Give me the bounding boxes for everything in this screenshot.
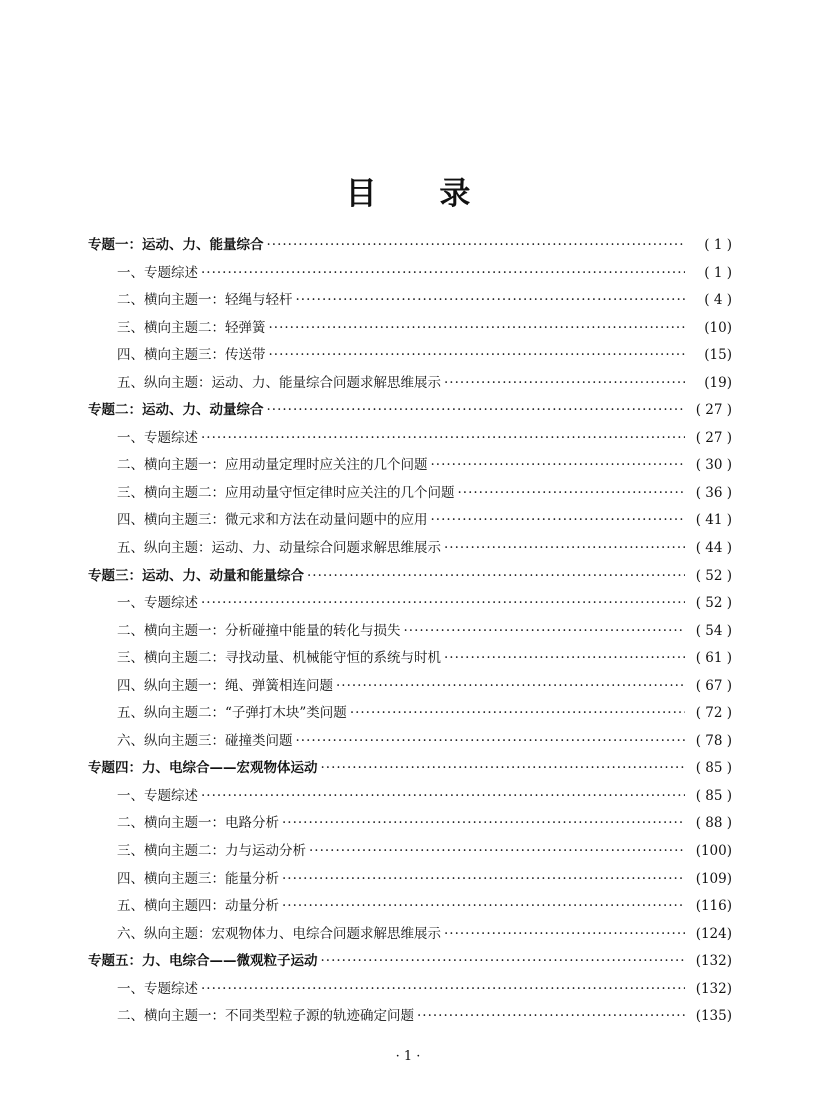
toc-entry-title: 一、专题综述 xyxy=(117,264,198,281)
toc-page-number: (132) xyxy=(695,953,732,970)
toc-entry-title: 五、纵向主题：运动、力、能量综合问题求解思维展示 xyxy=(117,374,441,391)
toc-entry-title: 四、横向主题三：能量分析 xyxy=(117,870,279,887)
toc-entry-title: 二、横向主题一：应用动量定理时应关注的几个问题 xyxy=(117,457,428,474)
dot-leader xyxy=(269,347,686,363)
toc-section-entry xyxy=(88,977,732,1005)
toc-section-entry xyxy=(88,481,732,509)
toc-chapter-entry xyxy=(88,398,732,426)
dot-leader xyxy=(201,595,685,611)
toc-chapter-entry xyxy=(88,233,732,261)
toc-chapter-entry xyxy=(88,949,732,977)
toc-entry-title: 三、横向主题二：力与运动分析 xyxy=(117,843,306,860)
toc-entry-title: 一、专题综述 xyxy=(117,787,198,804)
toc-page-number: (132) xyxy=(695,980,732,997)
toc-entry-title: 一、专题综述 xyxy=(117,980,198,997)
toc-section-entry xyxy=(88,839,732,867)
dot-leader xyxy=(307,568,685,584)
toc-entry-title: 一、专题综述 xyxy=(117,429,198,446)
dot-leader xyxy=(267,402,686,418)
dot-leader xyxy=(444,375,685,391)
toc-page-number: ( 52 ) xyxy=(695,567,732,584)
dot-leader xyxy=(417,1008,685,1024)
dot-leader xyxy=(267,237,686,253)
toc-section-entry xyxy=(88,729,732,757)
toc-page-number: ( 54 ) xyxy=(695,622,732,639)
toc-page-number: ( 61 ) xyxy=(695,650,732,667)
toc-entry-title: 二、横向主题一：分析碰撞中能量的转化与损失 xyxy=(117,622,401,639)
toc-page-number: ( 85 ) xyxy=(695,787,732,804)
toc-page-number: (10) xyxy=(704,319,732,336)
dot-leader xyxy=(282,898,685,914)
dot-leader xyxy=(431,512,686,528)
toc-page-number: (19) xyxy=(704,374,732,391)
toc-page-number: (135) xyxy=(695,1008,732,1025)
toc-section-entry xyxy=(88,343,732,371)
toc-section-entry xyxy=(88,894,732,922)
toc-page-number: ( 52 ) xyxy=(695,595,732,612)
dot-leader xyxy=(309,843,685,859)
toc-entry-title: 专题三：运动、力、动量和能量综合 xyxy=(88,567,304,584)
toc-page-number: ( 30 ) xyxy=(695,457,732,474)
toc-page-number: (124) xyxy=(695,925,732,942)
toc-entry-title: 二、横向主题一：轻绳与轻杆 xyxy=(117,292,293,309)
toc-entry-title: 一、专题综述 xyxy=(117,595,198,612)
dot-leader xyxy=(321,760,686,776)
toc-entry-title: 三、横向主题二：应用动量守恒定律时应关注的几个问题 xyxy=(117,484,455,501)
toc-section-entry xyxy=(88,867,732,895)
toc-section-entry xyxy=(88,922,732,950)
toc-page-number: ( 1 ) xyxy=(704,237,732,253)
toc-entry-title: 四、纵向主题一：绳、弹簧相连问题 xyxy=(117,677,333,694)
toc-entry-title: 专题一：运动、力、能量综合 xyxy=(88,237,264,253)
toc-section-entry xyxy=(88,288,732,316)
toc-section-entry xyxy=(88,646,732,674)
toc-page-number: ( 78 ) xyxy=(695,732,732,749)
page-title: 目 录 xyxy=(345,176,497,212)
toc-entry-title: 二、横向主题一：电路分析 xyxy=(117,815,279,832)
dot-leader xyxy=(336,678,685,694)
toc-page-number: ( 1 ) xyxy=(704,264,732,281)
toc-page-number: ( 67 ) xyxy=(695,677,732,694)
table-of-contents xyxy=(88,233,732,1032)
toc-page-number: ( 85 ) xyxy=(695,760,732,777)
dot-leader xyxy=(458,485,686,501)
toc-entry-title: 三、横向主题二：寻找动量、机械能守恒的系统与时机 xyxy=(117,650,441,667)
toc-entry-title: 五、横向主题四：动量分析 xyxy=(117,898,279,915)
dot-leader xyxy=(201,981,685,997)
toc-chapter-entry xyxy=(88,756,732,784)
toc-entry-title: 五、纵向主题：运动、力、动量综合问题求解思维展示 xyxy=(117,540,441,557)
toc-entry-title: 二、横向主题一：不同类型粒子源的轨迹确定问题 xyxy=(117,1008,414,1025)
toc-page-number: ( 44 ) xyxy=(695,540,732,557)
toc-chapter-entry xyxy=(88,564,732,592)
toc-page-number: (116) xyxy=(695,898,732,915)
toc-section-entry xyxy=(88,701,732,729)
toc-page-number: (100) xyxy=(695,843,732,860)
dot-leader xyxy=(201,788,685,804)
toc-page-number: ( 27 ) xyxy=(695,402,732,419)
toc-entry-title: 五、纵向主题二：“子弹打木块”类问题 xyxy=(117,705,347,722)
toc-section-entry xyxy=(88,453,732,481)
dot-leader xyxy=(282,815,685,831)
toc-page-number: ( 88 ) xyxy=(695,815,732,832)
dot-leader xyxy=(444,650,685,666)
toc-section-entry xyxy=(88,536,732,564)
dot-leader xyxy=(350,705,685,721)
toc-section-entry xyxy=(88,371,732,399)
dot-leader xyxy=(444,540,685,556)
toc-entry-title: 六、纵向主题：宏观物体力、电综合问题求解思维展示 xyxy=(117,925,441,942)
toc-section-entry xyxy=(88,1004,732,1032)
toc-page-number: ( 36 ) xyxy=(695,484,732,501)
toc-section-entry xyxy=(88,316,732,344)
dot-leader xyxy=(431,457,686,473)
dot-leader xyxy=(201,265,685,281)
dot-leader xyxy=(296,292,686,308)
toc-section-entry xyxy=(88,426,732,454)
dot-leader xyxy=(201,430,685,446)
toc-section-entry xyxy=(88,261,732,289)
toc-section-entry xyxy=(88,811,732,839)
page-number: · 1 · xyxy=(395,1049,421,1064)
toc-entry-title: 三、横向主题二：轻弹簧 xyxy=(117,319,266,336)
toc-section-entry xyxy=(88,674,732,702)
dot-leader xyxy=(404,623,686,639)
toc-entry-title: 四、横向主题三：微元求和方法在动量问题中的应用 xyxy=(117,512,428,529)
toc-entry-title: 六、纵向主题三：碰撞类问题 xyxy=(117,732,293,749)
toc-section-entry xyxy=(88,784,732,812)
dot-leader xyxy=(282,871,685,887)
toc-page-number: ( 72 ) xyxy=(695,705,732,722)
dot-leader xyxy=(444,926,685,942)
toc-page-number: ( 27 ) xyxy=(695,429,732,446)
toc-page-number: (15) xyxy=(704,347,732,364)
toc-entry-title: 专题四：力、电综合——宏观物体运动 xyxy=(88,760,318,777)
toc-entry-title: 专题五：力、电综合——微观粒子运动 xyxy=(88,953,318,970)
toc-entry-title: 专题二：运动、力、动量综合 xyxy=(88,402,264,419)
dot-leader xyxy=(269,320,686,336)
toc-entry-title: 四、横向主题三：传送带 xyxy=(117,347,266,364)
toc-page-number: (109) xyxy=(695,870,732,887)
toc-page-number: ( 41 ) xyxy=(695,512,732,529)
toc-section-entry xyxy=(88,508,732,536)
toc-section-entry xyxy=(88,591,732,619)
toc-page-number: ( 4 ) xyxy=(704,292,732,309)
toc-section-entry xyxy=(88,619,732,647)
dot-leader xyxy=(296,733,686,749)
dot-leader xyxy=(321,953,686,969)
